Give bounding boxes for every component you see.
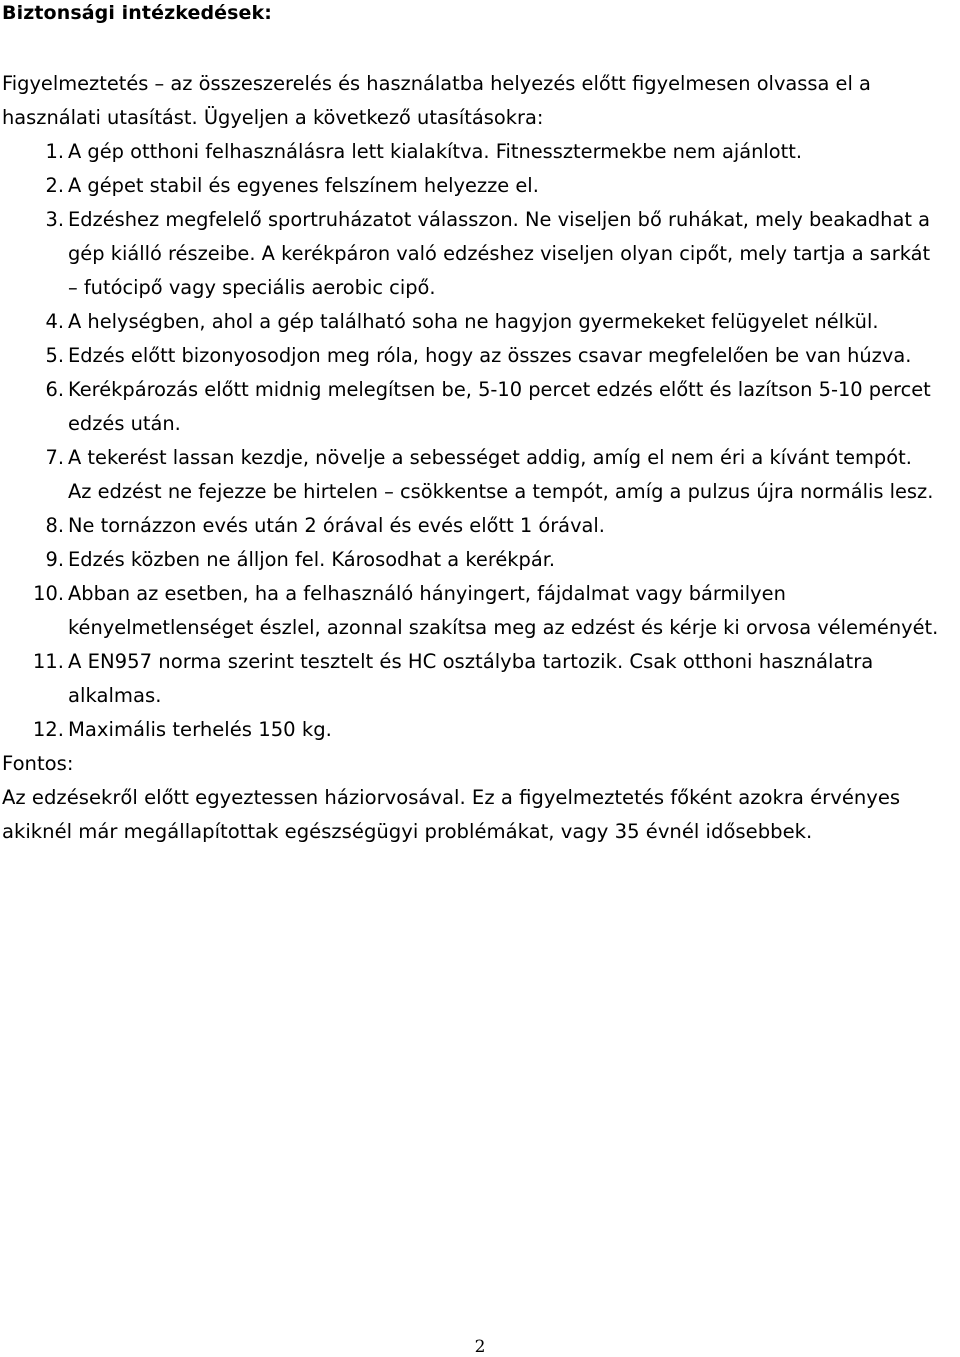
- list-item-number: 7.: [45, 446, 64, 469]
- list-item-number: 3.: [45, 208, 64, 231]
- page-number: 2: [474, 1337, 486, 1357]
- important-paragraph: Az edzésekről előtt egyeztessen háziorvosával. Ez a figyelmeztetés főként azokra érvényes akiknél már megállapítottak egészségügyi problémákat, vagy 35 évnél idősebbek.: [2, 786, 901, 843]
- list-item-text: A gépet stabil és egyenes felszínem helyezze el.: [68, 174, 539, 197]
- list-item-text: A helységben, ahol a gép található soha ne hagyjon gyermekeket felügyelet nélkül.: [68, 310, 879, 333]
- list-item-number: 11.: [32, 650, 64, 673]
- list-item: [2, 713, 960, 747]
- important-label: Fontos:: [2, 752, 74, 775]
- list-item-number: 6.: [45, 378, 64, 401]
- list-item-text: Edzés előtt bizonyosodjon meg róla, hogy az összes csavar megfelelően be van húzva.: [68, 344, 912, 367]
- intro-paragraph: Figyelmeztetés – az összeszerelés és használatba helyezés előtt figyelmesen olvassa el a használati utasítást. Ügyeljen a következő utasításokra:: [2, 72, 871, 129]
- list-item: [2, 305, 960, 339]
- list-item-text: A EN957 norma szerint tesztelt és HC osztályba tartozik. Csak otthoni használatra alkalmas.: [68, 650, 874, 707]
- list-item: [2, 645, 960, 713]
- list-item: [2, 169, 960, 203]
- list-item-number: 12.: [32, 718, 64, 741]
- list-item: [2, 577, 960, 645]
- list-item: [2, 509, 960, 543]
- list-item-text: Kerékpározás előtt midnig melegítsen be, 5-10 percet edzés előtt és lazítson 5-10 percet edzés után.: [68, 378, 931, 435]
- safety-list: [2, 135, 960, 747]
- list-item-number: 2.: [45, 174, 64, 197]
- list-item-number: 10.: [33, 582, 64, 605]
- list-item-number: 5.: [45, 344, 64, 367]
- list-item: [2, 441, 960, 509]
- list-item-text: Ne tornázzon evés után 2 órával és evés előtt 1 órával.: [68, 514, 605, 537]
- list-item: [2, 543, 960, 577]
- list-item-text: A gép otthoni felhasználásra lett kialakítva. Fitnessztermekbe nem ajánlott.: [68, 140, 803, 163]
- list-item-number: 9.: [45, 548, 64, 571]
- section-heading: Biztonsági intézkedések:: [2, 2, 272, 24]
- list-item-number: 4.: [45, 310, 64, 333]
- list-item-text: Abban az esetben, ha a felhasználó hányingert, fájdalmat vagy bármilyen kényelmetlenséget észlel, azonnal szakítsa meg az edzést és kérje ki orvosa véleményét.: [68, 582, 939, 639]
- list-item-text: Edzéshez megfelelő sportruházatot válasszon. Ne viseljen bő ruhákat, mely beakadhat a gép kiálló részeibe. A kerékpáron való edzéshez viseljen olyan cipőt, mely tartja a sarkát – futócipő vagy speciális aerobic cipő.: [68, 208, 931, 299]
- list-item-text: A tekerést lassan kezdje, növelje a sebességet addig, amíg el nem éri a kívánt tempót. Az edzést ne fejezze be hirtelen – csökkentse a tempót, amíg a pulzus újra normális lesz.: [68, 446, 934, 503]
- list-item-number: 1.: [45, 140, 64, 163]
- list-item: [2, 135, 960, 169]
- list-item: [2, 203, 960, 305]
- list-item: [2, 339, 960, 373]
- list-item-number: 8.: [45, 514, 64, 537]
- list-item-text: Edzés közben ne álljon fel. Károsodhat a kerékpár.: [68, 548, 556, 571]
- list-item: [2, 373, 960, 441]
- list-item-text: Maximális terhelés 150 kg.: [68, 718, 332, 741]
